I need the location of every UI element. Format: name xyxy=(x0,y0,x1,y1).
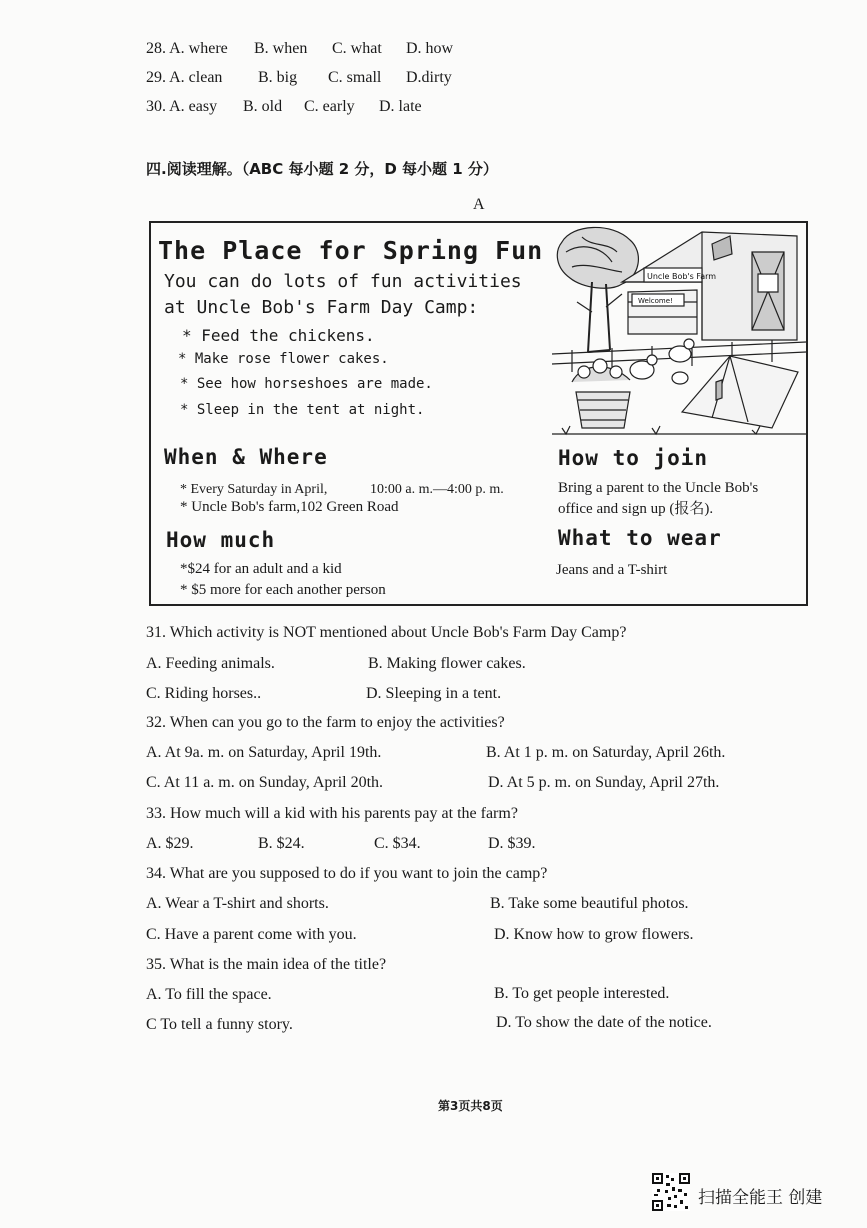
where-line: * Uncle Bob's farm,102 Green Road xyxy=(180,499,399,515)
notice-intro-line: You can do lots of fun activities xyxy=(164,271,522,292)
activity-item: * See how horseshoes are made. xyxy=(180,376,433,392)
farm-sign-text: Uncle Bob's Farm xyxy=(647,272,717,281)
option: A. Wear a T-shirt and shorts. xyxy=(146,895,329,912)
option: C. early xyxy=(304,98,355,115)
option: C To tell a funny story. xyxy=(146,1016,293,1033)
option: A. clean xyxy=(169,69,223,86)
option: C. Have a parent come with you. xyxy=(146,926,357,943)
option: A. Feeding animals. xyxy=(146,655,275,672)
activity-item: * Make rose flower cakes. xyxy=(178,351,389,367)
option: D. Know how to grow flowers. xyxy=(494,926,694,943)
option: B. At 1 p. m. on Saturday, April 26th. xyxy=(486,744,726,761)
option: C. what xyxy=(332,40,382,57)
question-number: 29. xyxy=(146,69,166,86)
option: A. At 9a. m. on Saturday, April 19th. xyxy=(146,744,382,761)
price-line: *$24 for an adult and a kid xyxy=(180,561,342,577)
page-number: 第3页共8页 xyxy=(438,1099,503,1113)
option: C. At 11 a. m. on Sunday, April 20th. xyxy=(146,774,384,791)
option: B. Take some beautiful photos. xyxy=(490,895,689,912)
option: B. old xyxy=(243,98,283,115)
price-line: * $5 more for each another person xyxy=(180,582,386,598)
option: D. how xyxy=(406,40,454,57)
question-stem: 32. When can you go to the farm to enjoy the activities? xyxy=(146,714,505,731)
watermark-text: 扫描全能王 创建 xyxy=(698,1188,823,1208)
how-to-join-heading: How to join xyxy=(558,446,709,470)
activity-item: * Feed the chickens. xyxy=(182,326,375,345)
time-range: 10:00 a. m.—4:00 p. m. xyxy=(370,482,504,497)
activity-item: * Sleep in the tent at night. xyxy=(180,402,425,418)
notice-title: The Place for Spring Fun xyxy=(158,236,544,265)
option: D. late xyxy=(379,98,422,115)
option: C. Riding horses.. xyxy=(146,685,262,702)
option: C. $34. xyxy=(374,835,421,852)
question-number: 28. xyxy=(146,40,166,57)
farm-welcome-text: Welcome! xyxy=(638,297,673,305)
join-line: Bring a parent to the Uncle Bob's xyxy=(558,480,759,496)
question-30-row xyxy=(146,98,217,116)
passage-label: A xyxy=(473,196,485,213)
question-28-row xyxy=(146,40,228,58)
qr-code-icon xyxy=(652,1173,690,1211)
option: A. To fill the space. xyxy=(146,986,272,1003)
option: B. when xyxy=(254,40,308,57)
notice-intro-line: at Uncle Bob's Farm Day Camp: xyxy=(164,297,479,318)
option: D. Sleeping in a tent. xyxy=(366,685,502,702)
when-line: * Every Saturday in April, xyxy=(180,482,328,497)
option: A. $29. xyxy=(146,835,194,852)
when-where-heading: When & Where xyxy=(164,445,328,469)
question-29-row xyxy=(146,69,222,87)
option: B. $24. xyxy=(258,835,305,852)
what-to-wear-heading: What to wear xyxy=(558,526,722,550)
option: C. small xyxy=(328,69,382,86)
option: D. $39. xyxy=(488,835,536,852)
option: D. At 5 p. m. on Sunday, April 27th. xyxy=(488,774,720,791)
option: B. Making flower cakes. xyxy=(368,655,526,672)
option: B. To get people interested. xyxy=(494,985,670,1002)
join-line: office and sign up (报名). xyxy=(558,501,714,517)
wear-line: Jeans and a T-shirt xyxy=(556,562,668,578)
question-stem: 31. Which activity is NOT mentioned about Uncle Bob's Farm Day Camp? xyxy=(146,624,627,641)
option: A. where xyxy=(169,40,228,57)
option: D.dirty xyxy=(406,69,452,86)
option: B. big xyxy=(258,69,298,86)
how-much-heading: How much xyxy=(166,528,276,552)
option: A. easy xyxy=(169,98,218,115)
section-title: 四.阅读理解。（ABC 每小题 2 分，D 每小题 1 分） xyxy=(146,160,498,178)
farm-illustration xyxy=(552,222,806,438)
question-stem: 35. What is the main idea of the title? xyxy=(146,956,387,973)
question-stem: 33. How much will a kid with his parents pay at the farm? xyxy=(146,805,518,822)
question-stem: 34. What are you supposed to do if you want to join the camp? xyxy=(146,865,548,882)
question-number: 30. xyxy=(146,98,166,115)
option: D. To show the date of the notice. xyxy=(496,1014,712,1031)
